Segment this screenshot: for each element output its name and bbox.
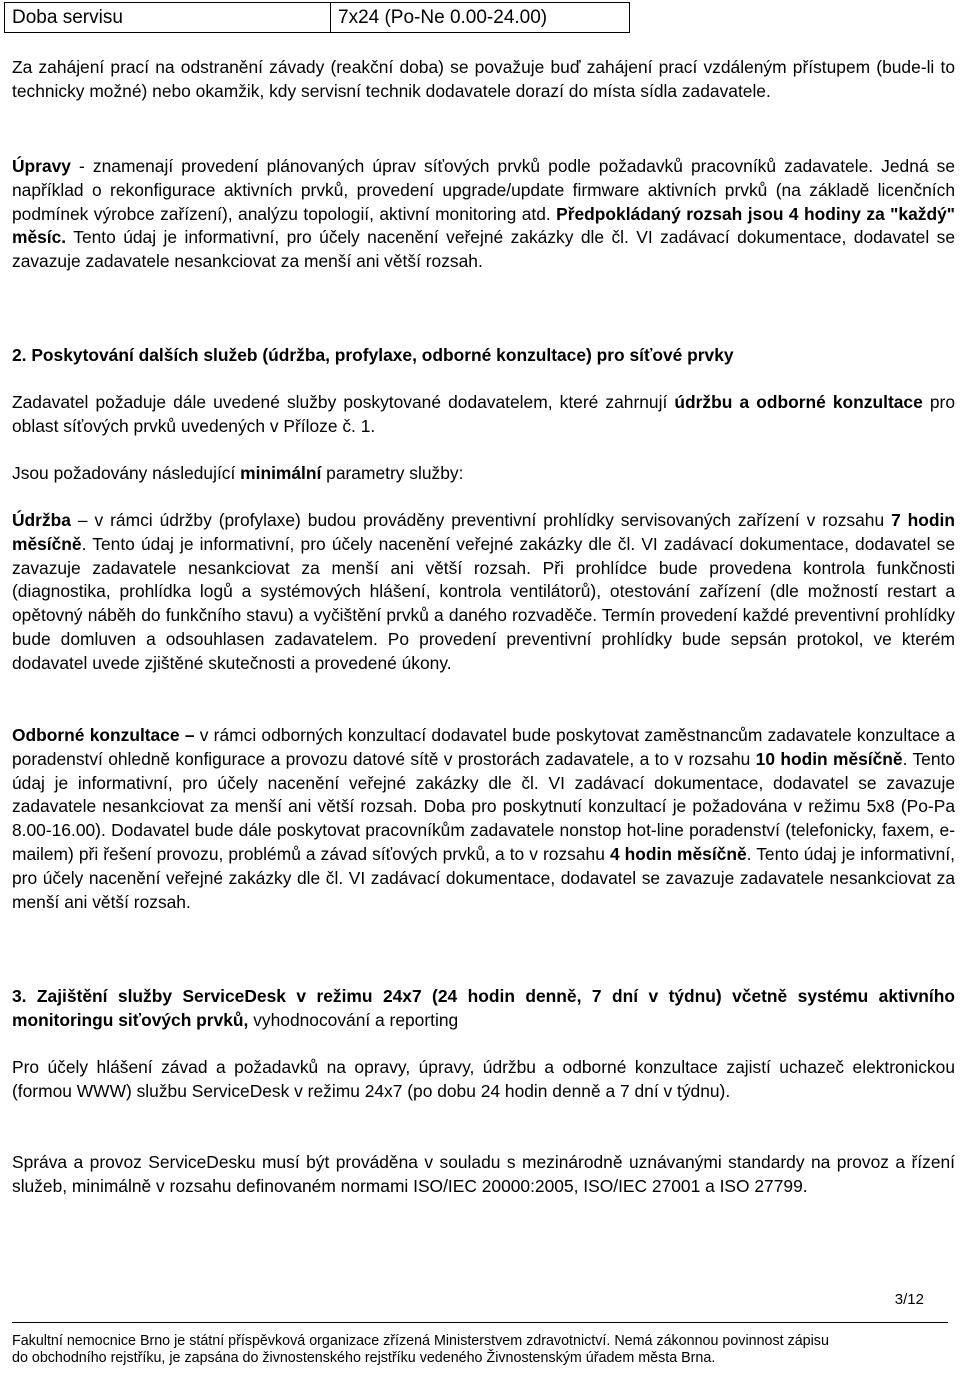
servicedesk-paragraph: Pro účely hlášení závad a požadavků na opravy, úpravy, údržbu a odborné konzultace zajistí uchazeč elektronickou (formou WWW) službu ServiceDesk v režimu 24x7 (po dobu 24 hodin denně a 7 dní v týdnu). [12,1057,955,1101]
udrzba-paragraph: Údržba – v rámci údržby (profylaxe) budou prováděny preventivní prohlídky servisovaných zařízení v rozsahu 7 hodin měsíčně. Tento údaj je informativní, pro účely nacenění veřejné zakázky dle čl. VI zadávací dokumentace, dodavatel se zavazuje zadavatele nesankciovat za menší ani větší rozsah. Při prohlídce bude provedena kontrola funkčnosti (diagnostika, prohlídka logů a systémových hlášení, kontrola ventilátorů), otestování zařízení (dle možností restart a opětovný náběh do funkčního stavu) a vyčištění prvků a daného rozvaděče. Termín provedení každé preventivní prohlídky bude domluven a odsouhlasen zadavatelem. Po provedení preventivní prohlídky bude sepsán protokol, ve kterém dodavatel uvede zjištěné skutečnosti a provedené úkony. [12,510,955,673]
section-2-intro: Zadavatel požaduje dále uvedené služby poskytované dodavatelem, které zahrnují údržbu a odborné konzultace pro oblast síťových prvků uvedených v Příloze č. 1. [12,392,956,436]
footer-line-2: do obchodního rejstříku, je zapsána do živnostenského rejstříku vedeného Živnostenským úřadem města Brna. [12,1350,716,1366]
section-2-heading: 2. Poskytování dalších služeb (údržba, profylaxe, odborné konzultace) pro síťové prvky [12,345,734,365]
upravy-estimate: Předpokládaný rozsah jsou 4 hodiny za "každý" měsíc. [12,203,955,248]
konzultace-term: Odborné konzultace – [12,725,195,745]
footer [12,1333,952,1367]
upravy-term: Úpravy [12,156,71,176]
page-number: 3/12 [894,1291,924,1308]
service-time-table [4,2,630,33]
service-time-label: Doba servisu [5,3,331,33]
upravy-text-1: - znamenají provedení plánovaných úprav síťových prvků podle požadavků pracovníků zadavatele. Jedná se například o rekonfigurace aktivních prvků, provedení upgrade/update firmware aktivních prvků (na základě licenčních podmínek výrobce zařízení), analýzu topologií, aktivní monitoring atd. [12,156,955,224]
table-row [5,3,630,33]
konzultace-paragraph: Odborné konzultace – v rámci odborných konzultací dodavatel bude poskytovat zaměstnancům zadavatele konzultace a poradenství ohledně konfigurace a provozu datové sítě v prostorách zadavatele, a to v rozsahu 10 hodin měsíčně. Tento údaj je informativní, pro účely nacenění veřejné zakázky dle čl. VI zadávací dokumentace, dodavatel se zavazuje zadavatele nesankciovat za menší ani větší rozsah. Doba pro poskytnutí konzultací je požadována v režimu 5x8 (Po-Pa 8.00-16.00). Dodavatel bude dále poskytovat pracovníkům zadavatele nonstop hot-line poradenství (telefonicky, faxem, e-mailem) při řešení provozu, problémů a závad síťových prvků, a to v rozsahu 4 hodin měsíčně. Tento údaj je informativní, pro účely nacenění veřejné zakázky dle čl. VI zadávací dokumentace, dodavatel se zavazuje zadavatele nesankciovat za menší ani větší rozsah. [12,725,956,912]
upravy-text-2: Tento údaj je informativní, pro účely nacenění veřejné zakázky dle čl. VI zadávací dokumentace, dodavatel se zavazuje zadavatele nesankciovat za menší ani větší rozsah. [12,227,955,272]
footer-divider [12,1322,948,1323]
servicedesk-standards-paragraph: Správa a provoz ServiceDesku musí být prováděna v souladu s mezinárodně uznávanými standardy na provoz a řízení služeb, minimálně v rozsahu definovaném normami ISO/IEC 20000:2005, ISO/IEC 27001 a ISO 27799. [12,1152,955,1196]
minimal-parameters-paragraph: Jsou požadovány následující minimální parametry služby: [12,463,464,483]
footer-line-1: Fakultní nemocnice Brno je státní příspěvková organizace zřízená Ministerstvem zdravotnictví. Nemá zákonnou povinnost zápisu [12,1333,829,1349]
intro-paragraph: Za zahájení prací na odstranění závady (reakční doba) se považuje buď zahájení prací vzdáleným přístupem (bude-li to technicky možné) nebo okamžik, kdy servisní technik dodavatele dorazí do místa sídla zadavatele. [12,57,955,101]
section-3-heading: 3. Zajištění služby ServiceDesk v režimu 24x7 (24 hodin denně, 7 dní v týdnu) včetně systému aktivního monitoringu siťových prvků, vyhodnocování a reporting [12,986,955,1030]
udrzba-term: Údržba [12,510,71,530]
upravy-paragraph [12,155,955,274]
service-time-value: 7x24 (Po-Ne 0.00-24.00) [331,3,630,33]
